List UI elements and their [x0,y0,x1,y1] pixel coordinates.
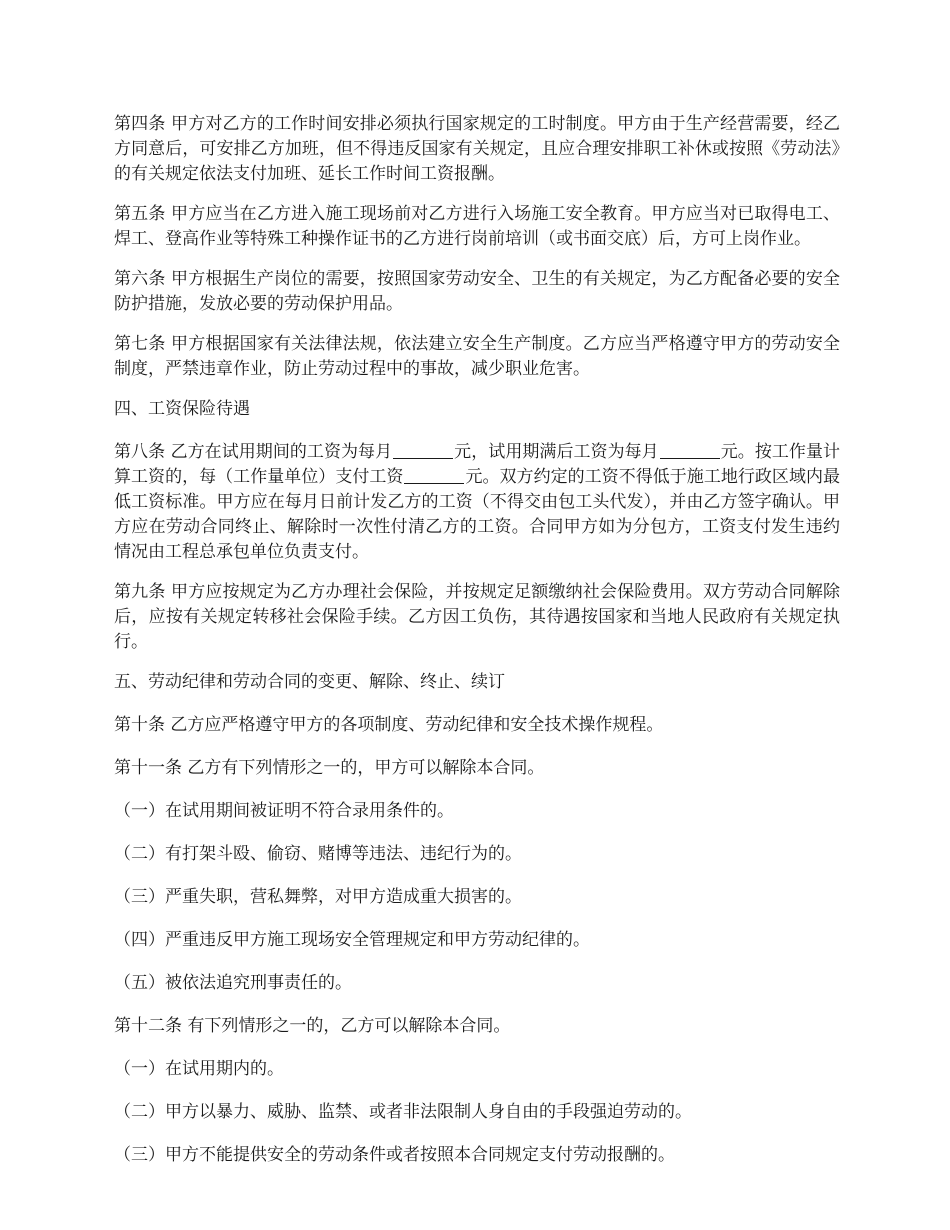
article-9: 第九条 甲方应按规定为乙方办理社会保险，并按规定足额缴纳社会保险费用。双方劳动合同解除后，应按有关规定转移社会保险手续。乙方因工负伤，其待遇按国家和当地人民政府有关规定执行。 [114,582,840,652]
article-8 [114,440,840,565]
list-item: （二）有打架斗殴、偷窃、赌博等违法、违纪行为的。 [114,844,522,864]
article-4: 第四条 甲方对乙方的工作时间安排必须执行国家规定的工时制度。甲方由于生产经营需要，经乙方同意后，可安排乙方加班，但不得违反国家有关规定，且应合理安排职工补休或按照《劳动法》的有关规定依法支付加班、延长工作时间工资报酬。 [114,114,840,184]
list-item: （一）在试用期内的。 [114,1059,284,1079]
list-item: （三）甲方不能提供安全的劳动条件或者按照本合同规定支付劳动报酬的。 [114,1145,675,1165]
article-12: 第十二条 有下列情形之一的，乙方可以解除本合同。 [114,1016,511,1036]
article-8-part-d: 元。双方约定的工资不得低于施工地行政区域内最低工资标准。甲方应在每月日前计发乙方的工资（不得交由包工头代发），并由乙方签字确认。甲方应在劳动合同终止、解除时一次性付清乙方的工资。合同甲方如为分包方，工资支付发生违约情况由工程总承包单位负责支付。 [114,467,841,562]
section-heading-5: 五、劳动纪律和劳动合同的变更、解除、终止、续订 [114,672,505,692]
list-item: （四）严重违反甲方施工现场安全管理规定和甲方劳动纪律的。 [114,930,590,950]
article-11: 第十一条 乙方有下列情形之一的，甲方可以解除本合同。 [114,758,545,778]
article-8-part-c: 元。按工作量计算工资的，每（工作量单位）支付工资 [114,442,841,487]
article-8-part-b: 元，试用期满后工资为每月 [454,442,659,462]
article-6: 第六条 甲方根据生产岗位的需要，按照国家劳动安全、卫生的有关规定，为乙方配备必要的安全防护措施，发放必要的劳动保护用品。 [114,269,840,314]
list-item: （五）被依法追究刑事责任的。 [114,973,352,993]
article-8-part-a: 第八条 乙方在试用期间的工资为每月 [114,442,393,462]
list-item: （三）严重失职，营私舞弊，对甲方造成重大损害的。 [114,887,522,907]
article-7: 第七条 甲方根据国家有关法律法规，依法建立安全生产制度。乙方应当严格遵守甲方的劳动安全制度，严禁违章作业，防止劳动过程中的事故，减少职业危害。 [114,334,840,379]
document-body [114,112,840,1186]
list-item: （一）在试用期间被证明不符合录用条件的。 [114,801,454,821]
blank-piece-wage [404,467,464,484]
blank-probation-wage [393,442,453,459]
article-10: 第十条 乙方应严格遵守甲方的各项制度、劳动纪律和安全技术操作规程。 [114,715,664,735]
section-heading-4: 四、工资保险待遇 [114,399,250,419]
blank-regular-wage [660,442,720,459]
list-item: （二）甲方以暴力、威胁、监禁、或者非法限制人身自由的手段强迫劳动的。 [114,1102,692,1122]
article-5: 第五条 甲方应当在乙方进入施工现场前对乙方进行入场施工安全教育。甲方应当对已取得电工、焊工、登高作业等特殊工种操作证书的乙方进行岗前培训（或书面交底）后，方可上岗作业。 [114,204,840,249]
